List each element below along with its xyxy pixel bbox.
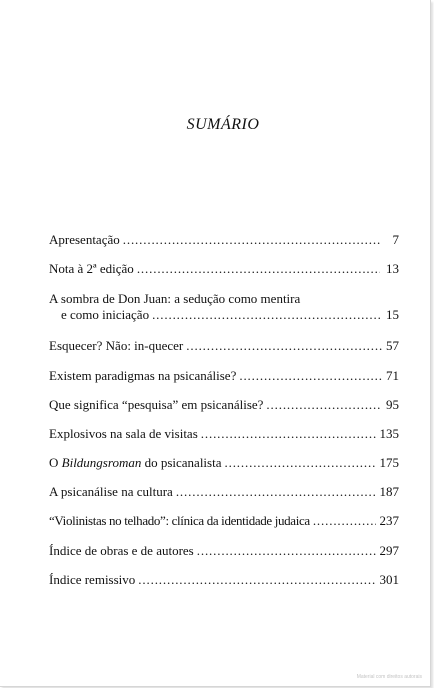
- toc-entry-page: 57: [386, 338, 399, 353]
- toc-entry-label: “Violinistas no telhado”: clínica da identidade judaica: [49, 513, 310, 528]
- dot-leader: [197, 543, 376, 559]
- toc-entry[interactable]: [49, 455, 399, 471]
- toc-entry-page: 135: [379, 426, 399, 441]
- toc-entry[interactable]: [49, 291, 399, 323]
- dot-leader: [266, 397, 382, 413]
- watermark: Material com direitos autorais: [356, 674, 422, 680]
- dot-leader: [313, 513, 376, 529]
- toc-entry-page: 15: [386, 307, 399, 322]
- toc-entry-page: 71: [386, 368, 399, 383]
- toc-entry-page: 297: [379, 543, 399, 558]
- toc-entry-label: Apresentação: [49, 232, 120, 247]
- toc-entry-label: Existem paradigmas na psicanálise?: [49, 368, 237, 383]
- toc-entry-page: 237: [379, 513, 399, 528]
- toc-entry[interactable]: [49, 513, 399, 529]
- dot-leader: [123, 232, 380, 248]
- toc-entry-page: 13: [386, 261, 399, 276]
- dot-leader: [239, 368, 382, 384]
- toc-entry-label: Explosivos na sala de visitas: [49, 426, 198, 441]
- page-title: SUMÁRIO: [186, 116, 260, 133]
- toc-entry[interactable]: [49, 572, 399, 588]
- toc-entry-page: 7: [392, 232, 399, 247]
- toc-entry-label-line1: A sombra de Don Juan: a sedução como mentira: [49, 291, 301, 306]
- toc-entry-page: 95: [386, 397, 399, 412]
- toc-entry-label-italic: Bildungsroman: [61, 455, 142, 470]
- toc-entry[interactable]: [49, 232, 399, 248]
- dot-leader: [137, 261, 381, 277]
- toc-entry-page: 301: [379, 572, 399, 587]
- toc-entry-label: Índice remissivo: [49, 572, 136, 587]
- toc-entry-label: Que significa “pesquisa” em psicanálise?: [49, 397, 264, 412]
- dot-leader: [225, 455, 376, 471]
- dot-leader: [201, 426, 376, 442]
- dot-leader: [138, 572, 375, 588]
- toc-entry-label: Índice de obras e de autores: [49, 543, 194, 558]
- toc-entry[interactable]: [49, 543, 399, 559]
- toc-entry-page: 187: [379, 484, 399, 499]
- toc-entry-label: Nota à 2ª edição: [49, 261, 134, 276]
- toc-entry-page: 175: [379, 455, 399, 470]
- toc-entry[interactable]: [49, 397, 399, 413]
- toc-entry[interactable]: [49, 484, 399, 500]
- toc-entry-label-suffix: do psicanalista: [141, 455, 222, 470]
- dot-leader: [152, 307, 381, 323]
- toc-entry-label: A psicanálise na cultura: [49, 484, 173, 499]
- toc-entry-label-line2: e como iniciação: [61, 307, 150, 322]
- toc-entry[interactable]: [49, 338, 399, 354]
- toc-entry[interactable]: [49, 261, 399, 277]
- dot-leader: [176, 484, 376, 500]
- dot-leader: [186, 338, 382, 354]
- toc-entry-label-prefix: O: [49, 455, 62, 470]
- toc-entry-label: [49, 455, 222, 471]
- toc-entry[interactable]: [49, 368, 399, 384]
- toc-entry-label: Esquecer? Não: in-quecer: [49, 338, 184, 353]
- toc-entry[interactable]: [49, 426, 399, 442]
